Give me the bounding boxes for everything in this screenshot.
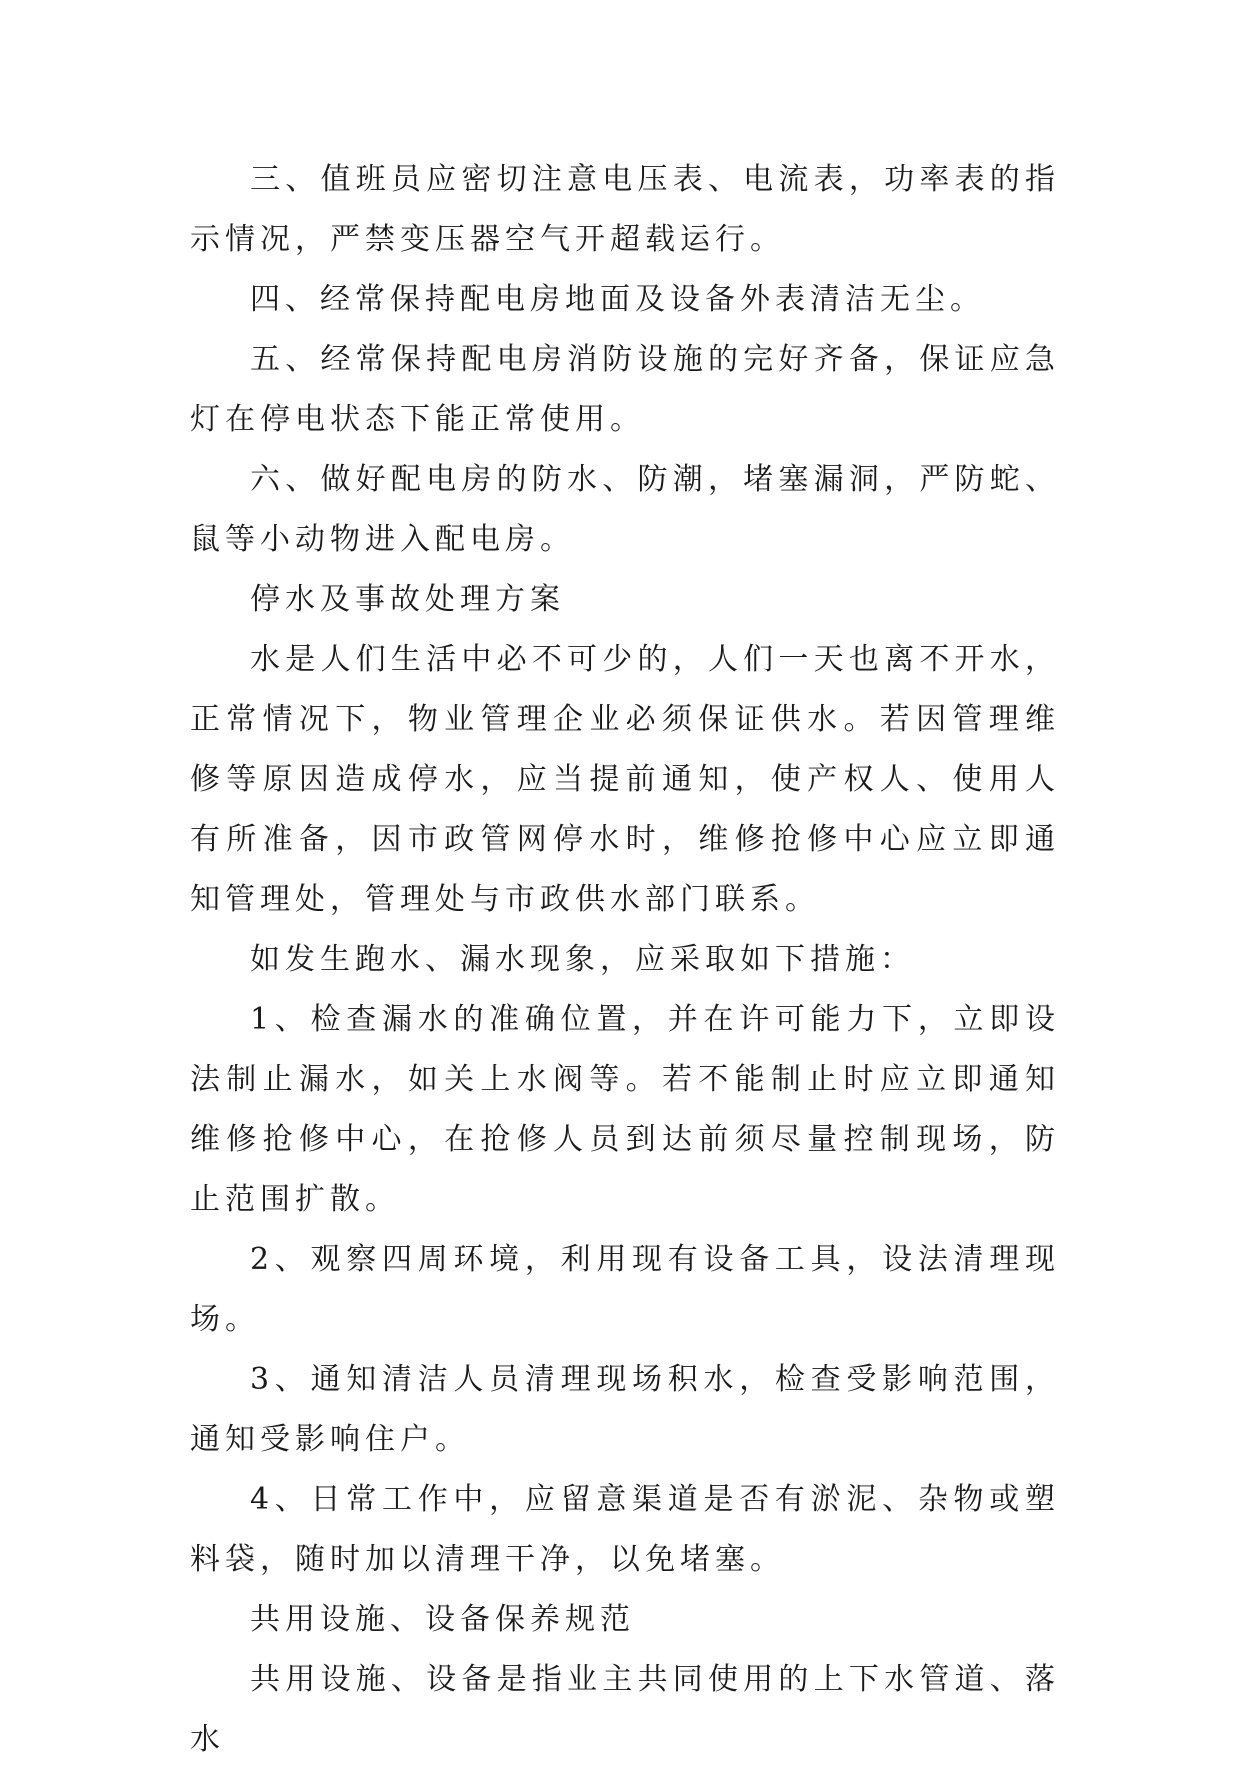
measure-item-1: 1、检查漏水的准确位置，并在许可能力下，立即设法制止漏水，如关上水阀等。若不能制止时应立即通知维修抢修中心，在抢修人员到达前须尽量控制现场，防止范围扩散。: [190, 1002, 1060, 1217]
paragraph-facility-intro: 共用设施、设备是指业主共同使用的上下水管道、落水: [190, 1662, 1060, 1757]
document-body: [190, 150, 1060, 1770]
measure-item-4: 4、日常工作中，应留意渠道是否有淤泥、杂物或塑料袋，随时加以清理干净，以免堵塞。: [190, 1482, 1060, 1577]
measure-item-3: 3、通知清洁人员清理现场积水，检查受影响范围，通知受影响住户。: [190, 1362, 1060, 1457]
paragraph-leak-measures-intro: 如发生跑水、漏水现象，应采取如下措施：: [250, 942, 915, 977]
paragraph-item-3: 三、值班员应密切注意电压表、电流表，功率表的指示情况，严禁变压器空气开超载运行。: [190, 162, 1060, 257]
paragraph-item-6: 六、做好配电房的防水、防潮，堵塞漏洞，严防蛇、鼠等小动物进入配电房。: [190, 462, 1060, 557]
section-heading-facility-maintenance: 共用设施、设备保养规范: [250, 1602, 635, 1637]
paragraph-item-5: 五、经常保持配电房消防设施的完好齐备，保证应急灯在停电状态下能正常使用。: [190, 342, 1060, 437]
measure-item-2: 2、观察四周环境，利用现有设备工具，设法清理现场。: [190, 1242, 1060, 1337]
paragraph-item-4: 四、经常保持配电房地面及设备外表清洁无尘。: [250, 282, 985, 317]
section-heading-water-outage: 停水及事故处理方案: [250, 582, 565, 617]
paragraph-water-intro: 水是人们生活中必不可少的，人们一天也离不开水，正常情况下，物业管理企业必须保证供水。若因管理维修等原因造成停水，应当提前通知，使产权人、使用人有所准备，因市政管网停水时，维修抢修中心应立即通知管理处，管理处与市政供水部门联系。: [190, 642, 1060, 917]
